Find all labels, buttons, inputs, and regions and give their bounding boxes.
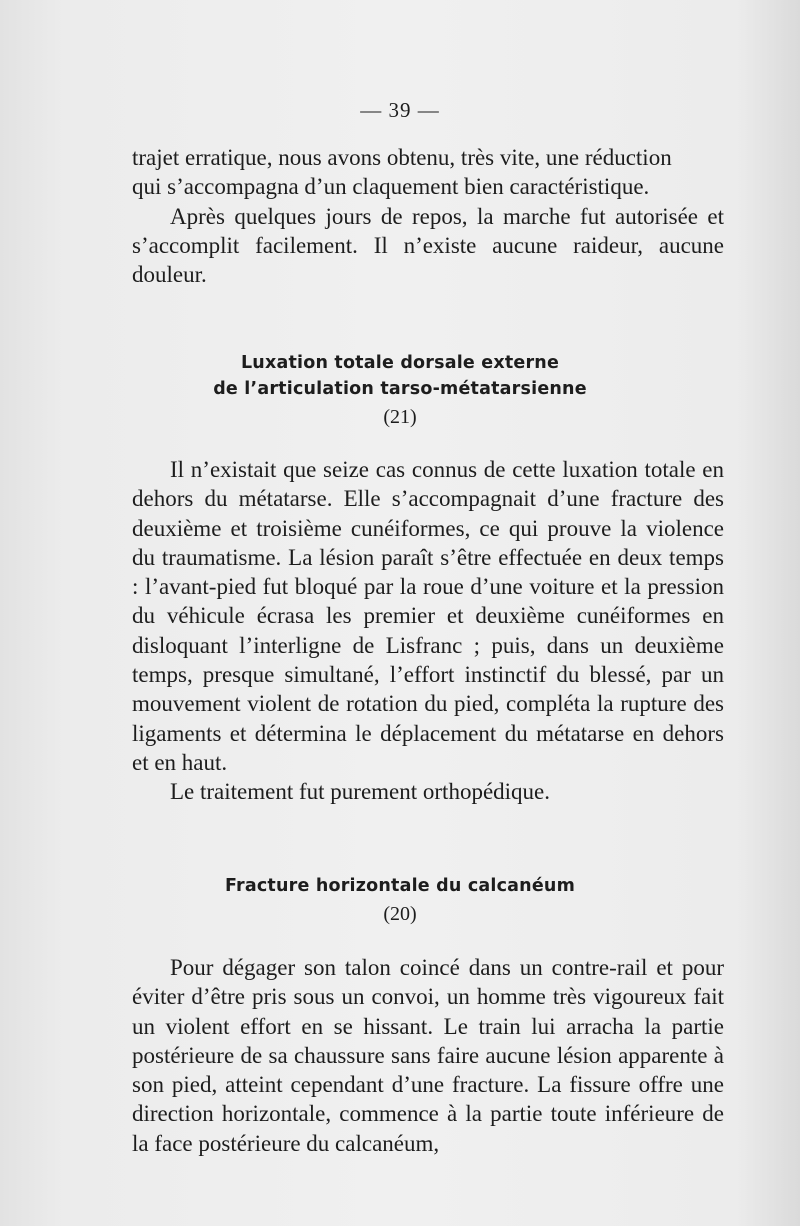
paragraph: Pour dégager son talon coincé dans un contre-rail et pour éviter d’être pris sous un convoi, un homme très vigoureux fait un violent effort en se hissant. Le train lui arracha la partie postérieure de sa chaussure sans faire aucune lésion apparente à son pied, atteint cependant d’une fracture. La fissure offre une direction horizontale, commence à la partie toute inférieure de la face postérieure du calcanéum,	[132, 955, 724, 1156]
section-title: Fracture horizontale du calcanéum	[224, 876, 576, 896]
section-2-body	[132, 953, 724, 1158]
case-number: (20)	[383, 903, 417, 925]
case-number: (21)	[383, 406, 417, 428]
page-number: — 39 —	[360, 98, 440, 122]
paragraph: Il n’existait que seize cas connus de cette luxation totale en dehors du métatarse. Elle s’accompagnait d’une fracture des deuxième et troisième cunéiformes, ce qui prouve la violence du traumatisme. La lésion paraît s’être effectuée en deux temps : l’avant-pied fut bloqué par la roue d’une voiture et la pression du véhicule écrasa les premier et deuxième cunéiformes en disloquant l’interligne de Lisfranc ; puis, dans un deuxième temps, presque simultané, l’effort instinctif du blessé, par un mouvement violent de rotation du pied, compléta la rupture des ligaments et détermina le déplacement du métatarse en dehors et en haut.	[132, 457, 724, 775]
text-line: trajet erratique, nous avons obtenu, très vite, une réduction	[132, 145, 672, 170]
paragraph: Le traitement fut purement orthopédique.	[170, 779, 551, 805]
text-line: qui s’accompagna d’un claquement bien caractéristique.	[132, 174, 650, 200]
section-1-body	[132, 455, 724, 807]
section-title-line-2: de l’articulation tarso-métatarsienne	[213, 379, 587, 399]
paragraph: Après quelques jours de repos, la marche fut autorisée et s’accomplit facilement. Il n’existe aucune raideur, aucune douleur.	[132, 203, 724, 288]
continued-text	[132, 143, 724, 289]
section-title-line-1: Luxation totale dorsale externe	[240, 353, 560, 373]
